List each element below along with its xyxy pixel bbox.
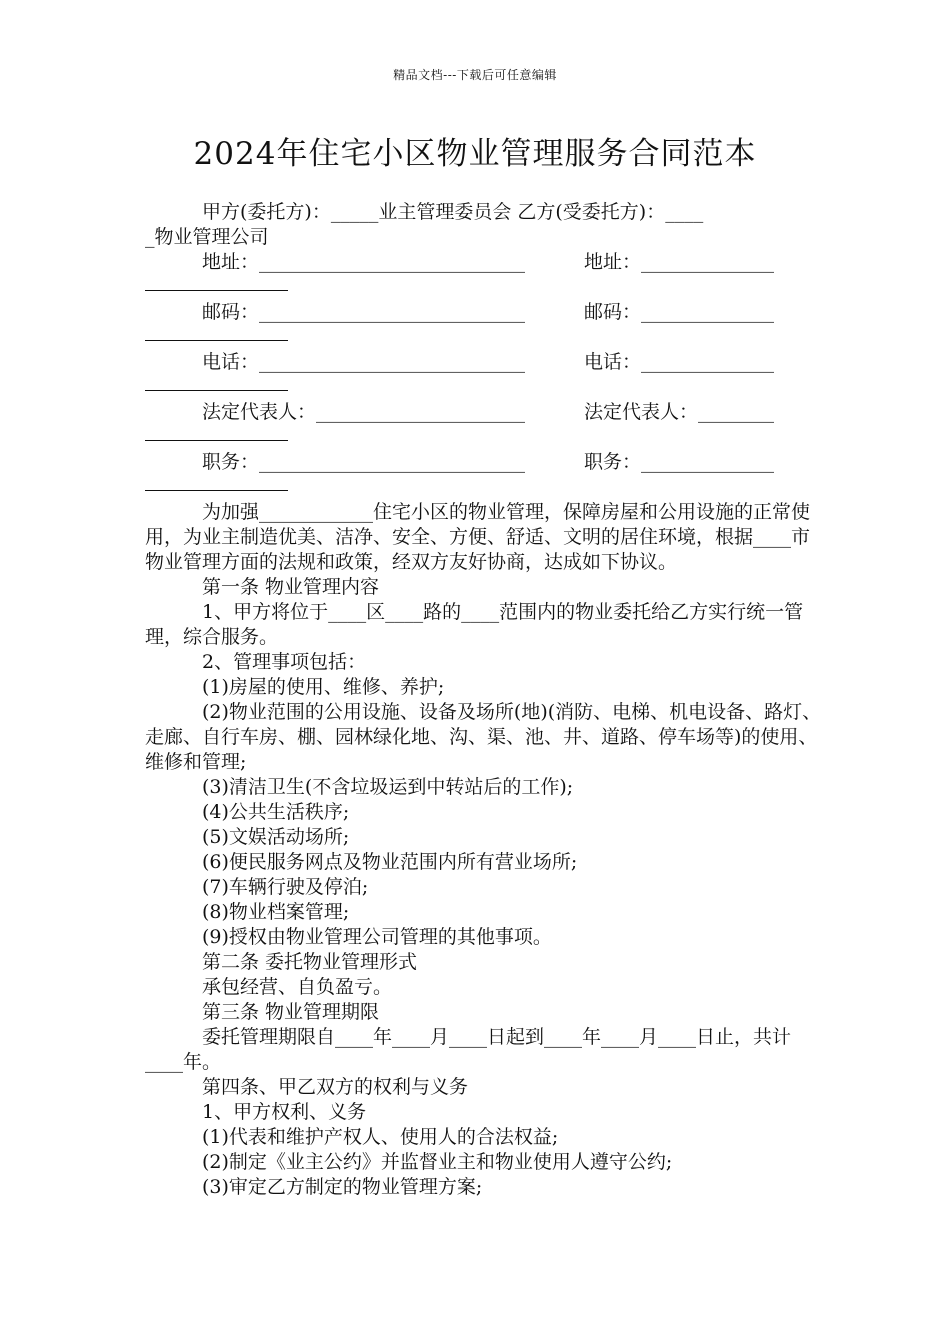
underline-continuation bbox=[145, 440, 288, 441]
underline-continuation bbox=[145, 490, 288, 491]
contract-paragraph: (2)物业范围的公用设施、设备及场所(地)(消防、电梯、机电设备、路灯、走廊、自行车房、棚、园林绿化地、沟、渠、池、井、道路、停车场等)的使用、维修和管理; bbox=[145, 701, 822, 773]
contract-paragraph: (1)房屋的使用、维修、养护; bbox=[202, 676, 445, 698]
underline-continuation bbox=[145, 290, 288, 291]
party-b-field: 地址：______________ bbox=[584, 251, 775, 273]
contract-paragraph: (2)制定《业主公约》并监督业主和物业使用人遵守公约; bbox=[202, 1151, 673, 1173]
contract-paragraph: 1、甲方将位于____区____路的____范围内的物业委托给乙方实行统一管理，综合服务。 bbox=[145, 601, 804, 648]
party-row-postcode bbox=[145, 300, 825, 350]
document-title: 2024年住宅小区物业管理服务合同范本 bbox=[193, 136, 757, 172]
contract-paragraph: 2、管理事项包括： bbox=[202, 651, 367, 673]
contract-paragraph: 第四条、甲乙双方的权利与义务 bbox=[202, 1076, 469, 1098]
party-row-position bbox=[145, 450, 825, 500]
contract-paragraphs bbox=[145, 500, 825, 1200]
contract-paragraph: 第二条 委托物业管理形式 bbox=[202, 951, 418, 973]
contract-paragraph: (7)车辆行驶及停泊; bbox=[202, 876, 369, 898]
contract-paragraph: 委托管理期限自____年____月____日起到____年____月____日止，共计____年。 bbox=[145, 1026, 792, 1073]
party-line-continued: _物业管理公司 bbox=[145, 226, 269, 248]
contract-paragraph: (3)清洁卫生(不含垃圾运到中转站后的工作); bbox=[202, 776, 574, 798]
contract-paragraph: 第三条 物业管理期限 bbox=[202, 1001, 380, 1023]
party-a-field: 邮码：____________________________ bbox=[202, 301, 526, 323]
document-body bbox=[145, 200, 825, 1200]
party-b-field: 邮码：______________ bbox=[584, 301, 775, 323]
party-row-phone bbox=[145, 350, 825, 400]
underline-continuation bbox=[145, 390, 288, 391]
party-a-field: 法定代表人：______________________ bbox=[202, 401, 526, 423]
contract-paragraph: 承包经营、自负盈亏。 bbox=[202, 976, 393, 998]
party-a-field: 电话：____________________________ bbox=[202, 351, 526, 373]
contract-paragraph: (8)物业档案管理; bbox=[202, 901, 350, 923]
party-row-legal-rep bbox=[145, 400, 825, 450]
party-b-field: 电话：______________ bbox=[584, 351, 775, 373]
underline-continuation bbox=[145, 340, 288, 341]
party-row-address bbox=[145, 250, 825, 300]
contract-paragraph: (6)便民服务网点及物业范围内所有营业场所; bbox=[202, 851, 578, 873]
party-line: 甲方(委托方)：_____业主管理委员会 乙方(受委托方)：____ bbox=[202, 201, 704, 223]
contract-paragraph: 第一条 物业管理内容 bbox=[202, 576, 380, 598]
contract-paragraph: (4)公共生活秩序; bbox=[202, 801, 350, 823]
party-b-field: 法定代表人：________ bbox=[584, 401, 775, 423]
party-intro bbox=[145, 200, 825, 225]
contract-paragraph: (9)授权由物业管理公司管理的其他事项。 bbox=[202, 926, 552, 948]
contract-paragraph: 为加强____________住宅小区的物业管理，保障房屋和公用设施的正常使用，为业主制造优美、洁净、安全、方便、舒适、文明的居住环境，根据____市物业管理方面的法规和政策，经双方友好协商，达成如下协议。 bbox=[145, 501, 811, 573]
header-note: 精品文档---下载后可任意编辑 bbox=[393, 68, 557, 82]
contract-paragraph: (1)代表和维护产权人、使用人的合法权益; bbox=[202, 1126, 559, 1148]
contract-paragraph: (5)文娱活动场所; bbox=[202, 826, 350, 848]
party-b-field: 职务：______________ bbox=[584, 451, 775, 473]
contract-paragraph: 1、甲方权利、义务 bbox=[202, 1101, 367, 1123]
party-a-field: 职务：____________________________ bbox=[202, 451, 526, 473]
party-rows bbox=[145, 250, 825, 500]
contract-paragraph: (3)审定乙方制定的物业管理方案; bbox=[202, 1176, 483, 1198]
party-a-field: 地址：____________________________ bbox=[202, 251, 526, 273]
